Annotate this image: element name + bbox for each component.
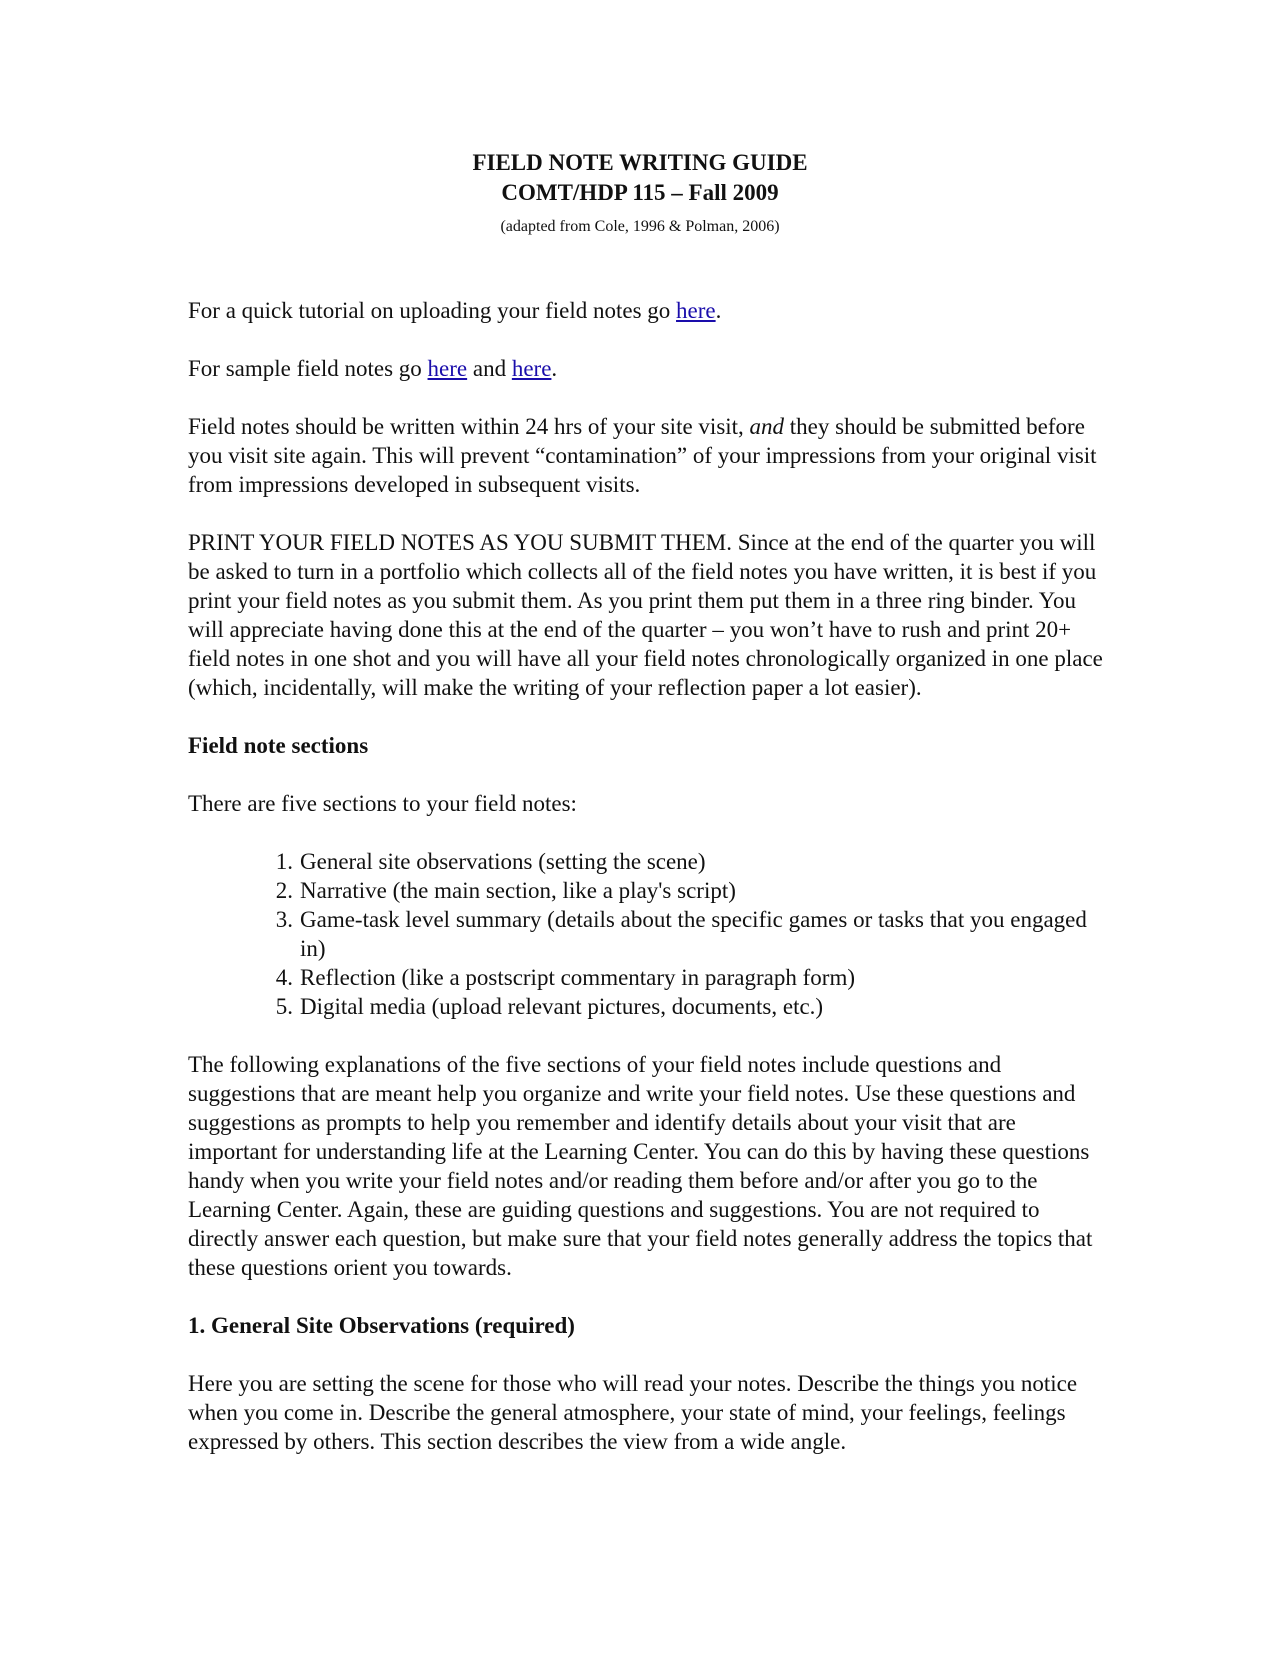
list-item-number: 4. <box>275 965 293 990</box>
list-item-text: Digital media (upload relevant pictures, documents, etc.) <box>300 994 824 1019</box>
list-item <box>188 905 1108 963</box>
timing-part2: they should be submitted before you visit site again. This will prevent “contamination” of your impressions from your original visit from impressions developed in subsequent visits. <box>188 414 1097 497</box>
list-item-text: General site observations (setting the scene) <box>300 849 706 874</box>
timing-part1: Field notes should be written within 24 hrs of your site visit, <box>188 414 750 439</box>
list-item-text: Narrative (the main section, like a play's script) <box>300 878 736 903</box>
list-item <box>188 876 1108 905</box>
samples-paragraph <box>188 354 1108 383</box>
document-title: FIELD NOTE WRITING GUIDE <box>472 150 808 175</box>
timing-paragraph <box>188 412 1108 499</box>
course-title: COMT/HDP 115 – Fall 2009 <box>501 180 779 205</box>
list-item-text: Reflection (like a postscript commentary in paragraph form) <box>300 965 855 990</box>
tutorial-end: . <box>715 298 722 323</box>
samples-text: For sample field notes go <box>188 356 428 381</box>
timing-emphasis: and <box>749 414 785 439</box>
sections-intro: There are five sections to your field notes: <box>188 791 577 816</box>
list-item <box>188 963 1108 992</box>
document-body <box>188 296 1108 1485</box>
list-item-number: 2. <box>275 878 293 903</box>
list-item-number: 1. <box>275 849 293 874</box>
explanation-paragraph: The following explanations of the five sections of your field notes include questions and suggestions that are meant help you organize and write your field notes. Use these questions and suggestions as prompts to help you remember and identify details about your visit that are important for understanding life at the Learning Center. You can do this by having these questions handy when you write your field notes and/or reading them before and/or after you go to the Learning Center. Again, these are guiding questions and suggestions. You are not required to directly answer each question, but make sure that your field notes generally address the topics that these questions orient you towards. <box>188 1052 1093 1280</box>
sample-link-1[interactable]: here <box>427 356 468 381</box>
list-item-number: 3. <box>275 907 293 932</box>
tutorial-link[interactable]: here <box>676 298 716 323</box>
sample-link-2[interactable]: here <box>511 356 552 381</box>
list-item-number: 5. <box>275 994 293 1019</box>
tutorial-text: For a quick tutorial on uploading your field notes go <box>188 298 677 323</box>
list-item <box>188 847 1108 876</box>
general-observations-paragraph: Here you are setting the scene for those who will read your notes. Describe the things you notice when you come in. Describe the general atmosphere, your state of mind, your feelings, feelings expressed by others. This section describes the view from a wide angle. <box>188 1371 1078 1454</box>
samples-end: . <box>551 356 558 381</box>
print-paragraph: PRINT YOUR FIELD NOTES AS YOU SUBMIT THEM. Since at the end of the quarter you will be asked to turn in a portfolio which collects all of the field notes you have written, it is best if you print your field notes as you submit them. As you print them put them in a three ring binder. You will appreciate having done this at the end of the quarter – you won’t have to rush and print 20+ field notes in one shot and you will have all your field notes chronologically organized in one place (which, incidentally, will make the writing of your reflection paper a lot easier). <box>188 530 1103 700</box>
adapted-from: (adapted from Cole, 1996 & Polman, 2006) <box>500 218 780 235</box>
general-observations-heading: 1. General Site Observations (required) <box>188 1313 575 1338</box>
sections-list <box>188 847 1108 1021</box>
title-block <box>0 148 1280 238</box>
sections-heading: Field note sections <box>188 733 369 758</box>
list-item-text: Game-task level summary (details about the specific games or tasks that you engaged in) <box>300 907 1087 961</box>
tutorial-paragraph <box>188 296 1108 325</box>
samples-and: and <box>467 356 512 381</box>
list-item <box>188 992 1108 1021</box>
